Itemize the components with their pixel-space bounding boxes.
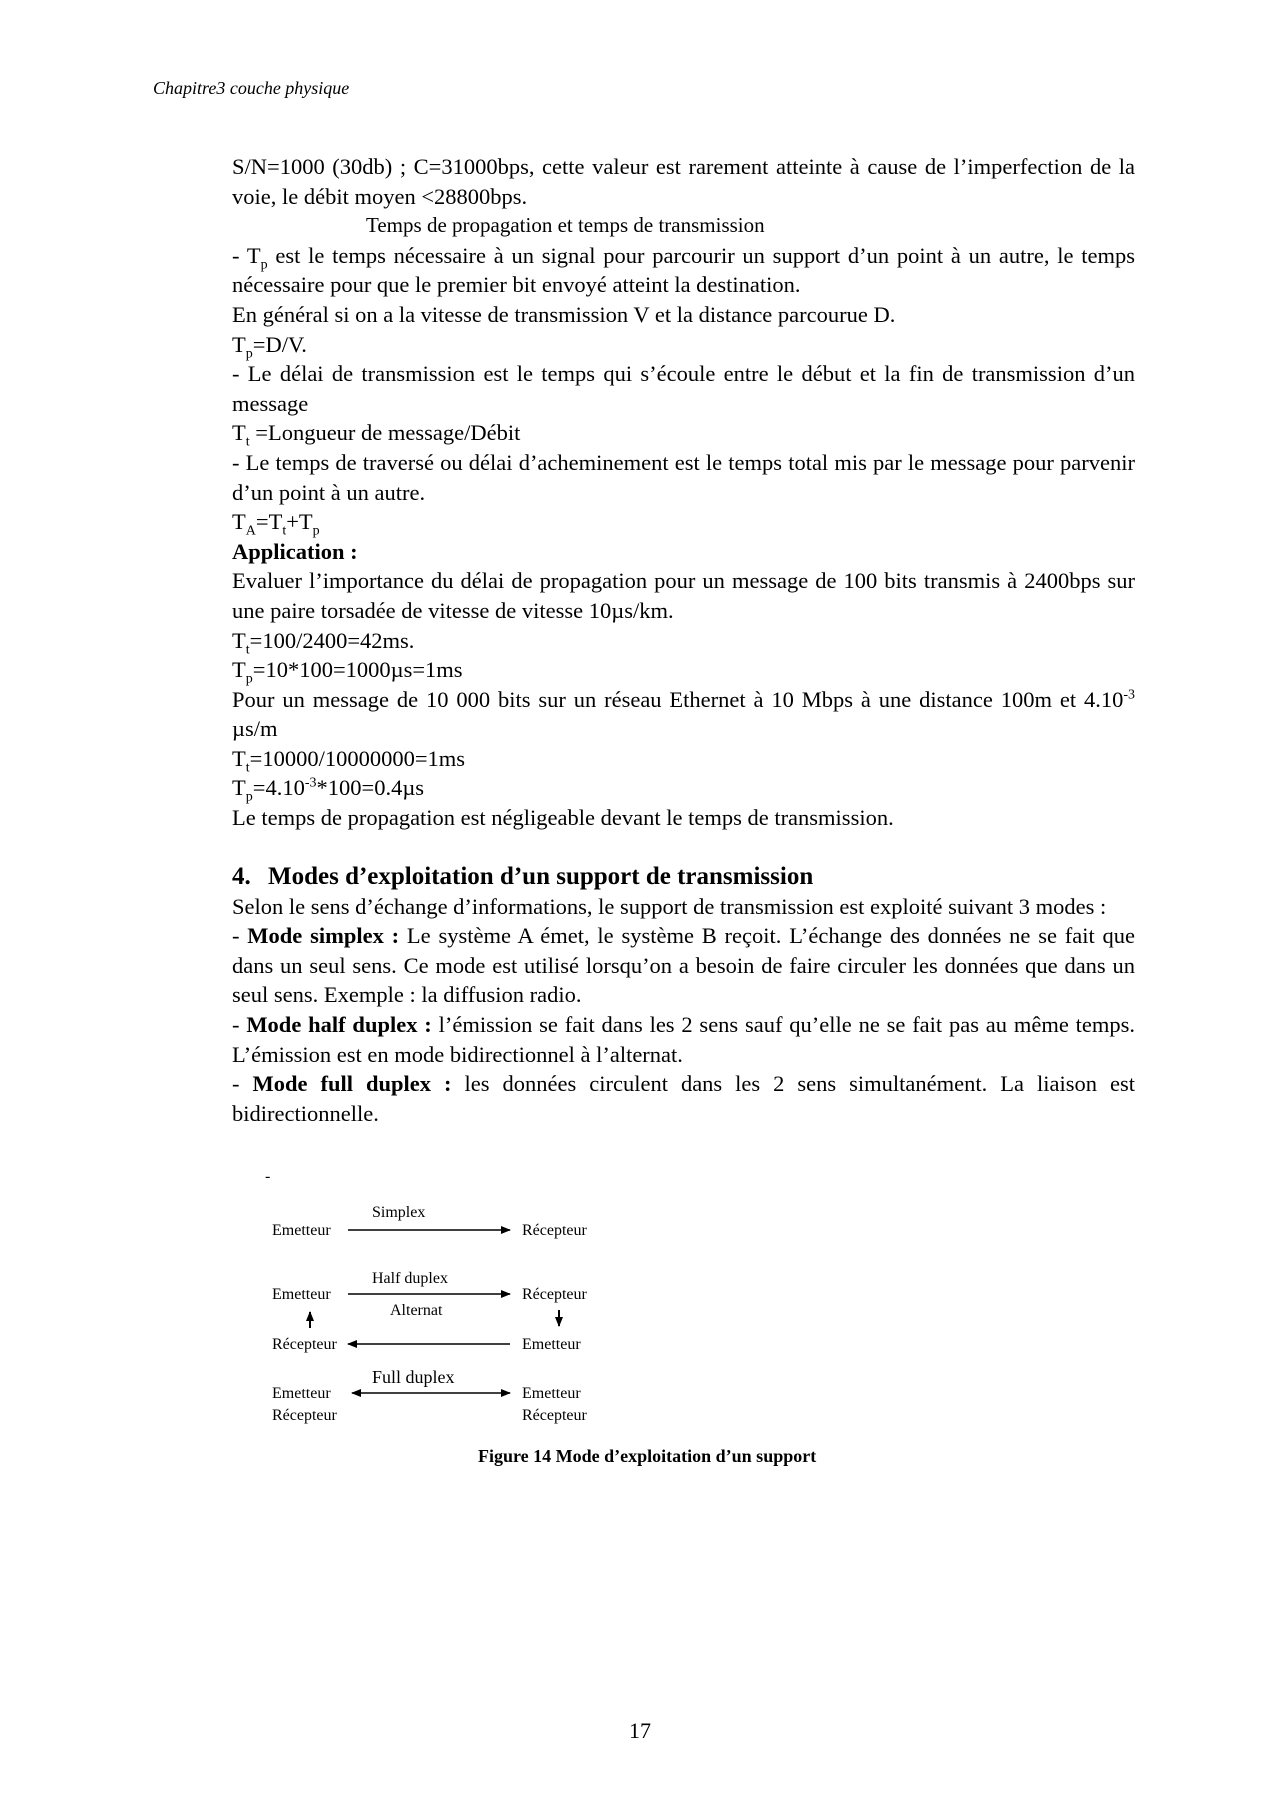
page-number: 17 xyxy=(629,1718,651,1743)
half-duplex-label: Half duplex xyxy=(372,1270,448,1287)
formula-tt: $T_t$ =Longueur de message/Débit xyxy=(232,420,521,450)
alternat-label: Alternat xyxy=(390,1302,443,1319)
figure-caption: Figure 14 Mode d’exploitation d’un support xyxy=(478,1446,817,1466)
paragraph-traverse: - Le temps de traversé ou délai d’acheminement est le temps total mis par le message pour parvenir d’un point à un autre. xyxy=(232,449,1135,505)
half-duplex-top-left: Emetteur xyxy=(272,1286,331,1303)
simplex-label: Simplex xyxy=(372,1204,426,1221)
full-duplex-right-1: Emetteur xyxy=(522,1385,581,1402)
full-duplex-left-2: Récepteur xyxy=(272,1407,337,1424)
simplex-recepteur: Récepteur xyxy=(522,1222,587,1239)
paragraph-simplex: - Mode simplex : Le système A émet, le système B reçoit. L’échange des données ne se fait que dans un seul sens. Ce mode est utilisé lorsqu’on a besoin de faire circuler les données que dans un seul sens. Exemple : la diffusion radio. xyxy=(232,923,1135,1008)
paragraph-half-duplex: - Mode half duplex : l’émission se fait dans les 2 sens sauf qu’elle ne se fait pas au même temps. L’émission est en mode bidirectionnel à l’alternat. xyxy=(232,1012,1136,1067)
paragraph-sn: S/N=1000 (30db) ; C=31000bps, cette valeur est rarement atteinte à cause de l’imperfection de la voie, le débit moyen <28800bps. xyxy=(232,154,1135,209)
section-heading: 4. Modes d’exploitation d’un support de transmission xyxy=(232,862,814,890)
half-duplex-bottom-left: Récepteur xyxy=(272,1336,337,1353)
full-duplex-label: Full duplex xyxy=(372,1367,455,1387)
calc-tt-2: $T_t=10000/10000000=1ms$ xyxy=(232,745,466,776)
calc-tp-1: $T_p=10*100=1000\mu s=1ms$ xyxy=(232,657,463,687)
half-duplex-top-right: Récepteur xyxy=(522,1286,587,1303)
formula-tp: $T_p=D/V$. xyxy=(232,331,307,362)
formula-ta: $T_A=T_t+T_p$ xyxy=(232,509,320,539)
full-duplex-right-2: Récepteur xyxy=(522,1407,587,1424)
paragraph-negligeable: Le temps de propagation est négligeable devant le temps de transmission. xyxy=(232,805,894,831)
application-title: Application : xyxy=(232,538,358,564)
half-duplex-bottom-right: Emetteur xyxy=(522,1336,581,1353)
paragraph-ethernet: Pour un message de 10 000 bits sur un réseau Ethernet à 10 Mbps à une distance 100m et $4.10^{-3}$ µs/m xyxy=(232,686,1135,742)
paragraph-general: En général si on a la vitesse de transmission V et la distance parcourue D. xyxy=(232,301,896,327)
paragraph-selon: Selon le sens d’échange d’informations, le support de transmission est exploité suivant 3 modes : xyxy=(232,893,1107,919)
paragraph-evaluer: Evaluer l’importance du délai de propagation pour un message de 100 bits transmis à 2400bps sur une paire torsadée de vitesse de vitesse 10µs/km. xyxy=(232,568,1135,623)
simplex-emetteur: Emetteur xyxy=(272,1222,331,1239)
transmission-modes-diagram xyxy=(272,1198,612,1428)
body-text xyxy=(232,152,1135,1128)
subtitle-propagation: Temps de propagation et temps de transmission xyxy=(366,213,765,238)
calc-tt-1: $T_t=100/2400=42ms$. xyxy=(232,627,415,657)
paragraph-tp: - $T_p$ est le temps nécessaire à un signal pour parcourir un support d’un point à un autre, le temps nécessaire pour que le premier bit envoyé atteint la destination. xyxy=(232,242,1135,298)
paragraph-full-duplex: - Mode full duplex : les données circulent dans les 2 sens simultanément. La liaison est bidirectionnelle. xyxy=(232,1071,1135,1126)
stray-dash: - xyxy=(265,1168,271,1185)
running-header: Chapitre3 couche physique xyxy=(153,78,350,98)
calc-tp-2: $T_p=4.10^{-3}*100=0.4\mu s$ xyxy=(232,775,425,805)
paragraph-delai: - Le délai de transmission est le temps qui s’écoule entre le début et la fin de transmission d’un message xyxy=(232,361,1135,416)
full-duplex-left-1: Emetteur xyxy=(272,1385,331,1402)
